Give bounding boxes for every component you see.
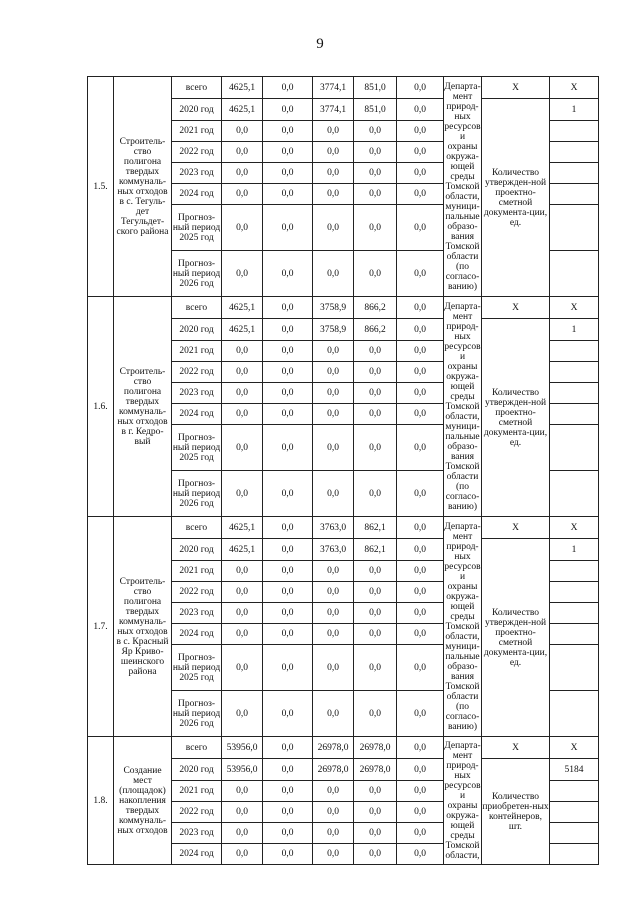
amount-cell: 862,1 bbox=[354, 539, 397, 561]
amount-cell: 0,0 bbox=[263, 99, 313, 121]
amount-cell: 0,0 bbox=[313, 251, 354, 297]
amount-cell: 0,0 bbox=[222, 624, 263, 645]
target-value-cell bbox=[550, 251, 599, 297]
amount-cell: 0,0 bbox=[397, 142, 444, 163]
target-value-cell: 5184 bbox=[550, 759, 599, 781]
amount-cell: 0,0 bbox=[222, 383, 263, 404]
amount-cell: 0,0 bbox=[354, 383, 397, 404]
period-cell: 2020 год bbox=[172, 319, 222, 341]
amount-cell: 0,0 bbox=[313, 561, 354, 582]
amount-cell: 0,0 bbox=[263, 404, 313, 425]
target-value-cell bbox=[550, 844, 599, 865]
section-number: 1.7. bbox=[88, 517, 114, 737]
amount-cell: 0,0 bbox=[313, 823, 354, 844]
target-value-cell bbox=[550, 603, 599, 624]
amount-cell: 0,0 bbox=[313, 142, 354, 163]
amount-cell: 0,0 bbox=[397, 319, 444, 341]
section-number: 1.6. bbox=[88, 297, 114, 517]
target-value-cell bbox=[550, 383, 599, 404]
target-header-cell: Х bbox=[550, 297, 599, 319]
period-cell: 2020 год bbox=[172, 539, 222, 561]
amount-cell: 0,0 bbox=[263, 823, 313, 844]
amount-cell: 0,0 bbox=[397, 539, 444, 561]
amount-cell: 0,0 bbox=[222, 781, 263, 802]
amount-cell: 0,0 bbox=[313, 603, 354, 624]
amount-cell: 0,0 bbox=[313, 341, 354, 362]
indicator-name: Количество приобретен-ных контейнеров, шт. bbox=[482, 759, 550, 865]
amount-cell: 0,0 bbox=[222, 362, 263, 383]
amount-cell: 0,0 bbox=[263, 781, 313, 802]
amount-cell: 0,0 bbox=[397, 781, 444, 802]
period-cell: 2021 год bbox=[172, 341, 222, 362]
period-cell: 2023 год bbox=[172, 383, 222, 404]
responsible-executor: Департа-мент природ-ных ресурсов и охраны окружа-ющей среды Томской области, bbox=[444, 737, 482, 865]
amount-cell: 0,0 bbox=[397, 645, 444, 691]
period-cell: 2023 год bbox=[172, 163, 222, 184]
amount-cell: 0,0 bbox=[397, 823, 444, 844]
period-cell: всего bbox=[172, 77, 222, 99]
amount-cell: 0,0 bbox=[397, 163, 444, 184]
amount-cell: 0,0 bbox=[313, 624, 354, 645]
measure-description: Строитель-ство полигона твердых коммуналь-ных отходов в с. Тегуль-дет Тегульдет-ского района bbox=[114, 77, 172, 297]
amount-cell: 0,0 bbox=[263, 539, 313, 561]
target-value-cell bbox=[550, 823, 599, 844]
target-header-cell: Х bbox=[550, 737, 599, 759]
amount-cell: 0,0 bbox=[397, 205, 444, 251]
amount-cell: 0,0 bbox=[263, 205, 313, 251]
amount-cell: 0,0 bbox=[263, 319, 313, 341]
target-value-cell bbox=[550, 582, 599, 603]
amount-cell: 0,0 bbox=[354, 471, 397, 517]
amount-cell: 862,1 bbox=[354, 517, 397, 539]
period-cell: 2022 год bbox=[172, 142, 222, 163]
amount-cell: 4625,1 bbox=[222, 99, 263, 121]
responsible-executor: Департа-мент природ-ных ресурсов и охраны окружа-ющей среды Томской области, муници-пальные образо-вания Томской области (по согласо-ванию) bbox=[444, 517, 482, 737]
amount-cell: 0,0 bbox=[263, 844, 313, 865]
amount-cell: 0,0 bbox=[313, 582, 354, 603]
indicator-header-cell: Х bbox=[482, 297, 550, 319]
amount-cell: 0,0 bbox=[313, 844, 354, 865]
amount-cell: 0,0 bbox=[263, 691, 313, 737]
target-value-cell bbox=[550, 802, 599, 823]
amount-cell: 0,0 bbox=[354, 582, 397, 603]
target-value-cell bbox=[550, 121, 599, 142]
amount-cell: 0,0 bbox=[313, 781, 354, 802]
amount-cell: 0,0 bbox=[222, 404, 263, 425]
amount-cell: 0,0 bbox=[354, 142, 397, 163]
amount-cell: 0,0 bbox=[263, 471, 313, 517]
amount-cell: 0,0 bbox=[222, 582, 263, 603]
amount-cell: 0,0 bbox=[397, 691, 444, 737]
amount-cell: 0,0 bbox=[222, 561, 263, 582]
amount-cell: 0,0 bbox=[313, 645, 354, 691]
amount-cell: 3758,9 bbox=[313, 319, 354, 341]
page-number: 9 bbox=[316, 36, 324, 52]
amount-cell: 0,0 bbox=[263, 142, 313, 163]
target-value-cell bbox=[550, 404, 599, 425]
amount-cell: 3758,9 bbox=[313, 297, 354, 319]
amount-cell: 0,0 bbox=[263, 517, 313, 539]
period-cell: 2024 год bbox=[172, 844, 222, 865]
amount-cell: 0,0 bbox=[397, 471, 444, 517]
program-table bbox=[87, 76, 599, 865]
amount-cell: 0,0 bbox=[222, 603, 263, 624]
amount-cell: 0,0 bbox=[263, 645, 313, 691]
amount-cell: 0,0 bbox=[397, 603, 444, 624]
period-cell: Прогноз-ный период 2025 год bbox=[172, 205, 222, 251]
amount-cell: 0,0 bbox=[263, 624, 313, 645]
period-cell: 2024 год bbox=[172, 624, 222, 645]
amount-cell: 0,0 bbox=[397, 561, 444, 582]
amount-cell: 0,0 bbox=[222, 121, 263, 142]
amount-cell: 0,0 bbox=[222, 425, 263, 471]
amount-cell: 0,0 bbox=[354, 121, 397, 142]
amount-cell: 26978,0 bbox=[313, 737, 354, 759]
amount-cell: 0,0 bbox=[263, 163, 313, 184]
amount-cell: 0,0 bbox=[354, 603, 397, 624]
period-cell: Прогноз-ный период 2025 год bbox=[172, 645, 222, 691]
amount-cell: 0,0 bbox=[263, 121, 313, 142]
measure-description: Строитель-ство полигона твердых коммуналь-ных отходов в с. Красный Яр Криво-шеинского района bbox=[114, 517, 172, 737]
target-header-cell: Х bbox=[550, 77, 599, 99]
period-cell: всего bbox=[172, 297, 222, 319]
amount-cell: 0,0 bbox=[397, 759, 444, 781]
amount-cell: 53956,0 bbox=[222, 759, 263, 781]
amount-cell: 0,0 bbox=[354, 341, 397, 362]
amount-cell: 0,0 bbox=[354, 205, 397, 251]
amount-cell: 0,0 bbox=[222, 205, 263, 251]
measure-description: Строитель-ство полигона твердых коммуналь-ных отходов в г. Кедро-вый bbox=[114, 297, 172, 517]
amount-cell: 0,0 bbox=[397, 251, 444, 297]
section-number: 1.5. bbox=[88, 77, 114, 297]
amount-cell: 0,0 bbox=[263, 603, 313, 624]
amount-cell: 0,0 bbox=[313, 691, 354, 737]
period-cell: Прогноз-ный период 2025 год bbox=[172, 425, 222, 471]
amount-cell: 0,0 bbox=[313, 163, 354, 184]
amount-cell: 4625,1 bbox=[222, 319, 263, 341]
period-cell: 2021 год bbox=[172, 781, 222, 802]
target-value-cell bbox=[550, 781, 599, 802]
period-cell: Прогноз-ный период 2026 год bbox=[172, 251, 222, 297]
amount-cell: 0,0 bbox=[263, 425, 313, 471]
amount-cell: 0,0 bbox=[313, 802, 354, 823]
amount-cell: 0,0 bbox=[313, 362, 354, 383]
target-value-cell bbox=[550, 362, 599, 383]
amount-cell: 0,0 bbox=[397, 99, 444, 121]
table-row bbox=[88, 737, 599, 759]
amount-cell: 0,0 bbox=[354, 844, 397, 865]
amount-cell: 0,0 bbox=[222, 844, 263, 865]
measure-description: Создание мест (площадок) накопления твердых коммуналь-ных отходов bbox=[114, 737, 172, 865]
amount-cell: 0,0 bbox=[222, 341, 263, 362]
indicator-header-cell: Х bbox=[482, 517, 550, 539]
amount-cell: 0,0 bbox=[397, 297, 444, 319]
period-cell: 2021 год bbox=[172, 121, 222, 142]
amount-cell: 0,0 bbox=[397, 121, 444, 142]
amount-cell: 4625,1 bbox=[222, 517, 263, 539]
amount-cell: 3763,0 bbox=[313, 517, 354, 539]
indicator-name: Количество утвержден-ной проектно-сметной документа-ции, ед. bbox=[482, 319, 550, 517]
amount-cell: 0,0 bbox=[354, 251, 397, 297]
target-value-cell bbox=[550, 645, 599, 691]
responsible-executor: Департа-мент природ-ных ресурсов и охраны окружа-ющей среды Томской области, муници-пальные образо-вания Томской области (по согласо-ванию) bbox=[444, 297, 482, 517]
target-value-cell: 1 bbox=[550, 319, 599, 341]
amount-cell: 0,0 bbox=[354, 781, 397, 802]
amount-cell: 0,0 bbox=[222, 142, 263, 163]
period-cell: 2022 год bbox=[172, 802, 222, 823]
target-value-cell bbox=[550, 691, 599, 737]
amount-cell: 0,0 bbox=[263, 383, 313, 404]
amount-cell: 0,0 bbox=[397, 737, 444, 759]
amount-cell: 0,0 bbox=[354, 645, 397, 691]
amount-cell: 851,0 bbox=[354, 77, 397, 99]
table-row bbox=[88, 517, 599, 539]
amount-cell: 0,0 bbox=[354, 404, 397, 425]
amount-cell: 26978,0 bbox=[354, 759, 397, 781]
target-value-cell bbox=[550, 471, 599, 517]
amount-cell: 0,0 bbox=[222, 251, 263, 297]
amount-cell: 0,0 bbox=[263, 297, 313, 319]
section-number: 1.8. bbox=[88, 737, 114, 865]
period-cell: 2022 год bbox=[172, 362, 222, 383]
amount-cell: 0,0 bbox=[222, 823, 263, 844]
amount-cell: 4625,1 bbox=[222, 539, 263, 561]
amount-cell: 0,0 bbox=[354, 184, 397, 205]
amount-cell: 0,0 bbox=[222, 184, 263, 205]
amount-cell: 0,0 bbox=[397, 404, 444, 425]
amount-cell: 0,0 bbox=[313, 205, 354, 251]
amount-cell: 0,0 bbox=[397, 624, 444, 645]
amount-cell: 866,2 bbox=[354, 319, 397, 341]
target-value-cell bbox=[550, 142, 599, 163]
table-row bbox=[88, 297, 599, 319]
amount-cell: 851,0 bbox=[354, 99, 397, 121]
amount-cell: 0,0 bbox=[354, 823, 397, 844]
amount-cell: 3774,1 bbox=[313, 77, 354, 99]
period-cell: 2023 год bbox=[172, 603, 222, 624]
amount-cell: 4625,1 bbox=[222, 77, 263, 99]
amount-cell: 0,0 bbox=[313, 121, 354, 142]
amount-cell: 0,0 bbox=[354, 425, 397, 471]
amount-cell: 0,0 bbox=[263, 737, 313, 759]
amount-cell: 0,0 bbox=[263, 341, 313, 362]
amount-cell: 0,0 bbox=[354, 163, 397, 184]
amount-cell: 0,0 bbox=[354, 362, 397, 383]
target-value-cell bbox=[550, 624, 599, 645]
amount-cell: 0,0 bbox=[263, 184, 313, 205]
target-value-cell bbox=[550, 561, 599, 582]
target-value-cell bbox=[550, 184, 599, 205]
target-value-cell bbox=[550, 425, 599, 471]
amount-cell: 0,0 bbox=[354, 624, 397, 645]
amount-cell: 0,0 bbox=[313, 425, 354, 471]
period-cell: 2024 год bbox=[172, 404, 222, 425]
amount-cell: 0,0 bbox=[397, 184, 444, 205]
period-cell: всего bbox=[172, 737, 222, 759]
amount-cell: 0,0 bbox=[313, 404, 354, 425]
indicator-name: Количество утвержден-ной проектно-сметной документа-ции, ед. bbox=[482, 99, 550, 297]
period-cell: всего bbox=[172, 517, 222, 539]
amount-cell: 0,0 bbox=[354, 691, 397, 737]
table-row bbox=[88, 77, 599, 99]
period-cell: 2024 год bbox=[172, 184, 222, 205]
period-cell: 2023 год bbox=[172, 823, 222, 844]
amount-cell: 0,0 bbox=[397, 844, 444, 865]
period-cell: 2021 год bbox=[172, 561, 222, 582]
indicator-header-cell: Х bbox=[482, 737, 550, 759]
target-value-cell bbox=[550, 341, 599, 362]
target-value-cell: 1 bbox=[550, 539, 599, 561]
responsible-executor: Департа-мент природ-ных ресурсов и охраны окружа-ющей среды Томской области, муници-пальные образо-вания Томской области (по согласо-ванию) bbox=[444, 77, 482, 297]
amount-cell: 0,0 bbox=[263, 759, 313, 781]
amount-cell: 26978,0 bbox=[313, 759, 354, 781]
target-value-cell: 1 bbox=[550, 99, 599, 121]
amount-cell: 0,0 bbox=[397, 582, 444, 603]
amount-cell: 4625,1 bbox=[222, 297, 263, 319]
amount-cell: 0,0 bbox=[263, 251, 313, 297]
amount-cell: 0,0 bbox=[354, 561, 397, 582]
amount-cell: 0,0 bbox=[313, 383, 354, 404]
amount-cell: 0,0 bbox=[313, 184, 354, 205]
period-cell: Прогноз-ный период 2026 год bbox=[172, 471, 222, 517]
amount-cell: 0,0 bbox=[263, 802, 313, 823]
period-cell: 2020 год bbox=[172, 759, 222, 781]
amount-cell: 0,0 bbox=[263, 77, 313, 99]
indicator-header-cell: Х bbox=[482, 77, 550, 99]
target-value-cell bbox=[550, 163, 599, 184]
target-header-cell: Х bbox=[550, 517, 599, 539]
amount-cell: 0,0 bbox=[263, 561, 313, 582]
amount-cell: 26978,0 bbox=[354, 737, 397, 759]
amount-cell: 53956,0 bbox=[222, 737, 263, 759]
amount-cell: 0,0 bbox=[397, 802, 444, 823]
indicator-name: Количество утвержден-ной проектно-сметной документа-ции, ед. bbox=[482, 539, 550, 737]
amount-cell: 0,0 bbox=[397, 77, 444, 99]
amount-cell: 0,0 bbox=[313, 471, 354, 517]
amount-cell: 0,0 bbox=[222, 163, 263, 184]
amount-cell: 0,0 bbox=[397, 341, 444, 362]
amount-cell: 0,0 bbox=[263, 582, 313, 603]
amount-cell: 0,0 bbox=[222, 645, 263, 691]
amount-cell: 0,0 bbox=[222, 691, 263, 737]
amount-cell: 3763,0 bbox=[313, 539, 354, 561]
amount-cell: 0,0 bbox=[222, 802, 263, 823]
amount-cell: 866,2 bbox=[354, 297, 397, 319]
amount-cell: 0,0 bbox=[397, 425, 444, 471]
amount-cell: 3774,1 bbox=[313, 99, 354, 121]
amount-cell: 0,0 bbox=[397, 362, 444, 383]
period-cell: Прогноз-ный период 2026 год bbox=[172, 691, 222, 737]
amount-cell: 0,0 bbox=[397, 517, 444, 539]
period-cell: 2020 год bbox=[172, 99, 222, 121]
amount-cell: 0,0 bbox=[222, 471, 263, 517]
amount-cell: 0,0 bbox=[263, 362, 313, 383]
target-value-cell bbox=[550, 205, 599, 251]
amount-cell: 0,0 bbox=[397, 383, 444, 404]
period-cell: 2022 год bbox=[172, 582, 222, 603]
amount-cell: 0,0 bbox=[354, 802, 397, 823]
